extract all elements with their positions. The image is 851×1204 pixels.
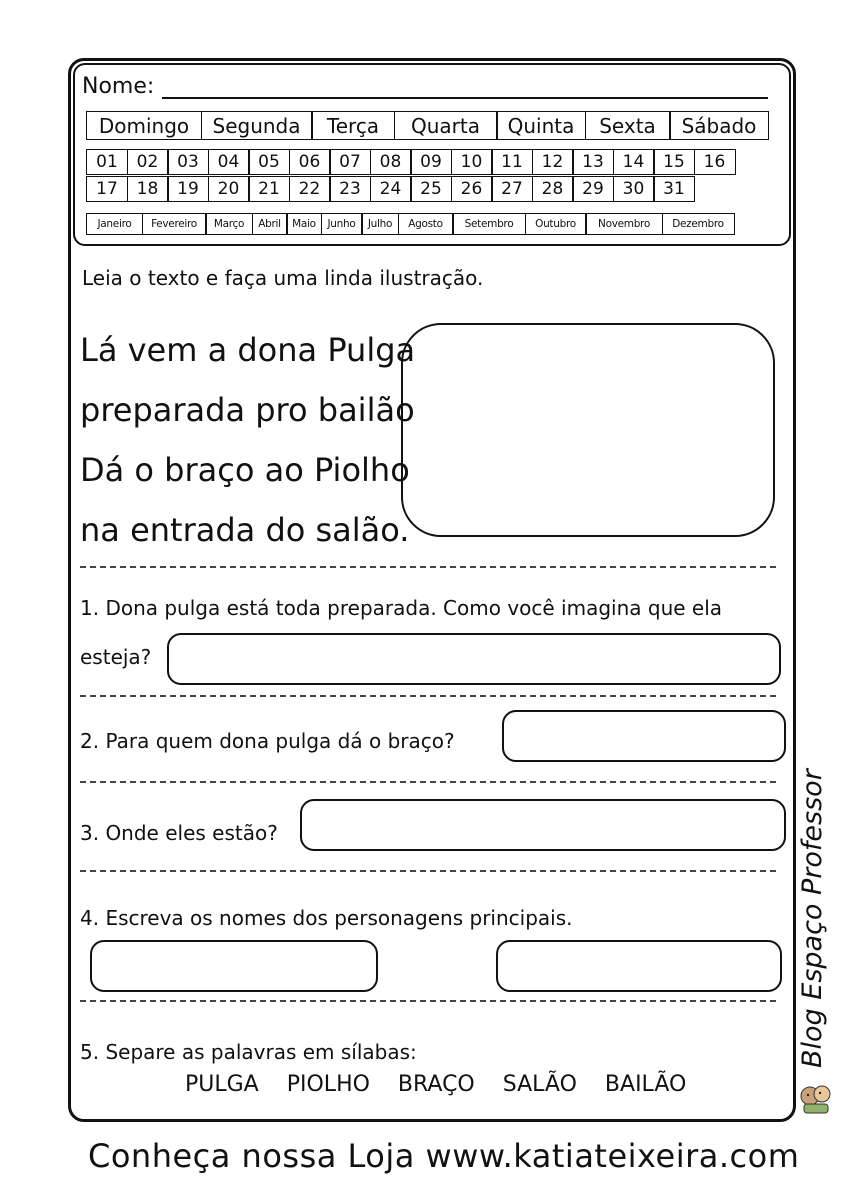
divider [80,566,776,568]
month-cell[interactable]: Maio [286,213,322,235]
name-field[interactable] [162,97,768,99]
divider [80,1000,776,1002]
day-cell[interactable]: 27 [491,176,533,202]
day-cell[interactable]: 13 [572,149,614,175]
illustration-box[interactable] [401,323,775,537]
day-cell[interactable]: 05 [248,149,290,175]
day-cell[interactable]: 23 [329,176,371,202]
day-cell[interactable]: 17 [86,176,128,202]
divider [80,695,776,697]
day-cell[interactable]: 30 [613,176,655,202]
question-1-line-2: esteja? [80,645,152,669]
blog-logo: Blog Espaço Professor [797,769,828,1068]
day-cell[interactable]: 22 [289,176,331,202]
day-cell[interactable]: 07 [329,149,371,175]
divider [80,870,776,872]
day-cell[interactable]: 01 [86,149,128,175]
day-cell[interactable]: 09 [410,149,452,175]
day-cell[interactable]: 29 [572,176,614,202]
answer-3-box[interactable] [300,799,786,851]
word: PULGA [185,1072,259,1097]
day-cell[interactable]: 31 [653,176,695,202]
month-cell[interactable]: Fevereiro [142,213,207,235]
question-2: 2. Para quem dona pulga dá o braço? [80,729,455,753]
syllable-words [185,1072,686,1097]
weekday-cell[interactable]: Quinta [496,111,586,140]
months-row [86,213,733,235]
answer-4a-box[interactable] [90,940,378,992]
answer-1-box[interactable] [167,633,781,685]
day-cell[interactable]: 10 [451,149,493,175]
day-cell[interactable]: 19 [167,176,209,202]
day-cell[interactable]: 14 [613,149,655,175]
day-cell[interactable]: 03 [167,149,209,175]
weekday-cell[interactable]: Sexta [585,111,671,140]
day-cell[interactable]: 12 [532,149,574,175]
weekday-row [86,111,768,140]
question-4: 4. Escreva os nomes dos personagens principais. [80,906,573,930]
month-cell[interactable]: Setembro [452,213,526,235]
day-cell[interactable]: 16 [694,149,736,175]
days-row-1 [86,149,734,175]
poem-line: na entrada do salão. [80,511,410,549]
day-cell[interactable]: 25 [410,176,452,202]
day-cell[interactable]: 02 [127,149,169,175]
question-1-line-1: 1. Dona pulga está toda preparada. Como você imagina que ela [80,596,723,620]
word: BRAÇO [397,1072,475,1097]
day-cell[interactable]: 08 [370,149,412,175]
days-row-2 [86,176,694,202]
day-cell[interactable]: 28 [532,176,574,202]
month-cell[interactable]: Outubro [525,213,587,235]
poem-line: Lá vem a dona Pulga [80,331,416,369]
day-cell[interactable]: 18 [127,176,169,202]
month-cell[interactable]: Janeiro [86,213,143,235]
month-cell[interactable]: Novembro [585,213,663,235]
weekday-cell[interactable]: Quarta [394,111,498,140]
instruction-text: Leia o texto e faça uma linda ilustração. [82,266,484,290]
weekday-cell[interactable]: Sábado [669,111,769,140]
poem [80,320,415,560]
day-cell[interactable]: 04 [208,149,250,175]
day-cell[interactable]: 26 [451,176,493,202]
word: PIOLHO [286,1072,370,1097]
footer-text[interactable]: Conheça nossa Loja www.katiateixeira.com [88,1137,800,1175]
poem-line: Dá o braço ao Piolho [80,451,410,489]
mascot-icon [800,1078,832,1114]
month-cell[interactable]: Abril [252,213,288,235]
answer-2-box[interactable] [502,710,786,762]
name-label: Nome: [82,74,155,99]
weekday-cell[interactable]: Segunda [201,111,313,140]
word: BAILÃO [604,1072,687,1097]
month-cell[interactable]: Junho [321,213,363,235]
word: SALÃO [502,1072,577,1097]
month-cell[interactable]: Julho [361,213,399,235]
month-cell[interactable]: Dezembro [662,213,735,235]
day-cell[interactable]: 11 [491,149,533,175]
poem-line: preparada pro bailão [80,391,415,429]
day-cell[interactable]: 21 [248,176,290,202]
weekday-cell[interactable]: Terça [311,111,395,140]
question-3: 3. Onde eles estão? [80,821,278,845]
divider [80,781,776,783]
day-cell[interactable]: 06 [289,149,331,175]
question-5: 5. Separe as palavras em sílabas: [80,1040,417,1064]
day-cell[interactable]: 24 [370,176,412,202]
day-cell[interactable]: 20 [208,176,250,202]
month-cell[interactable]: Março [205,213,253,235]
answer-4b-box[interactable] [496,940,782,992]
day-cell[interactable]: 15 [653,149,695,175]
weekday-cell[interactable]: Domingo [86,111,202,140]
month-cell[interactable]: Agosto [398,213,454,235]
